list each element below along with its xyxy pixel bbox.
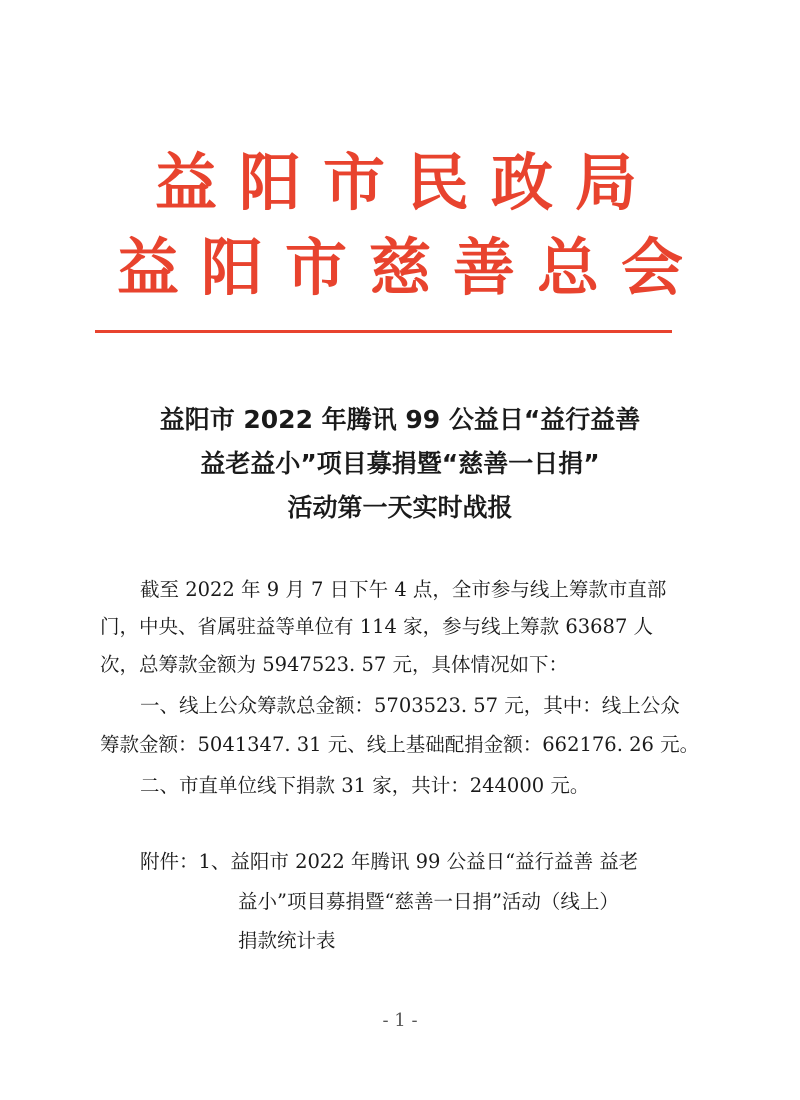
org-name-civil-affairs: 益阳市民政局 <box>154 146 659 219</box>
attachment-line-2: 益小”项目募捐暨“慈善一日捐”活动（线上） <box>238 890 619 913</box>
document-title-line-1: 益阳市 2022 年腾讯 99 公益日“益行益善 <box>159 405 641 434</box>
body-paragraph-1-line-1: 截至 2022 年 9 月 7 日下午 4 点，全市参与线上筹款市直部 <box>140 578 667 601</box>
body-paragraph-2-line-1: 一、线上公众筹款总金额：5703523. 57 元，其中：线上公众 <box>140 694 680 717</box>
body-paragraph-1-line-2: 门，中央、省属驻益等单位有 114 家，参与线上筹款 63687 人 <box>100 615 654 638</box>
letterhead-divider <box>95 330 672 333</box>
body-paragraph-2-line-2: 筹款金额：5041347. 31 元、线上基础配捐金额：662176. 26 元。 <box>100 733 700 756</box>
attachment-line-1: 附件：1、益阳市 2022 年腾讯 99 公益日“益行益善 益老 <box>140 850 639 873</box>
document-title-line-2: 益老益小”项目募捐暨“慈善一日捐” <box>200 449 600 478</box>
org-name-charity-federation: 益阳市慈善总会 <box>117 231 706 304</box>
page-number: - 1 - <box>382 1010 418 1031</box>
document-title-line-3: 活动第一天实时战报 <box>287 493 513 522</box>
body-paragraph-1-line-3: 次，总筹款金额为 5947523. 57 元，具体情况如下： <box>100 653 568 676</box>
body-paragraph-3-line-1: 二、市直单位线下捐款 31 家，共计：244000 元。 <box>140 774 590 797</box>
attachment-line-3: 捐款统计表 <box>238 929 336 952</box>
